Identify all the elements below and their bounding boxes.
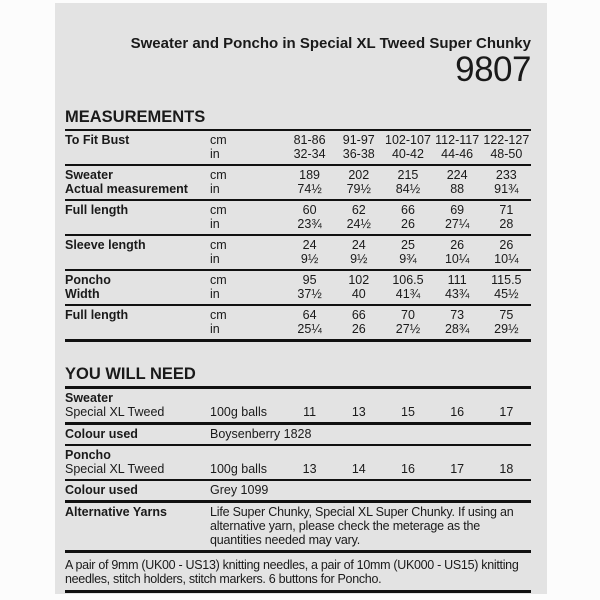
- value-cell: 26: [499, 238, 514, 252]
- value-cell: 106.5: [392, 273, 424, 287]
- table-row-to-fit-bust: [65, 131, 531, 166]
- unit-label: cm: [210, 308, 227, 322]
- needles-notions-note: A pair of 9mm (UK00 - US13) knitting needles, a pair of 10mm (UK000 - US15) knitting needles, stitch holders, stitch markers. 6 buttons for Poncho.: [65, 553, 531, 593]
- value-cell: 91¾: [494, 182, 519, 196]
- garment-label: Sweater: [65, 391, 113, 405]
- row-label: Sweater: [65, 168, 113, 182]
- colour-used-value: Grey 1099: [210, 483, 269, 497]
- table-row-sweater-colour: [65, 425, 531, 446]
- value-cell: 26: [401, 217, 415, 231]
- value-cell: 75: [499, 308, 514, 322]
- table-row-poncho-yarn: [65, 446, 531, 481]
- value-cell: 81-86: [293, 133, 326, 147]
- row-label: Sleeve length: [65, 238, 146, 252]
- value-cell: 28: [499, 217, 514, 231]
- table-row-alternative-yarns: [65, 503, 531, 553]
- value-cell: 25: [401, 238, 415, 252]
- cm-line: [65, 168, 531, 182]
- value-cell: 102-107: [385, 133, 431, 147]
- value-cell: 25¼: [297, 322, 322, 336]
- value-cell: 71: [499, 203, 514, 217]
- value-cell: 26: [450, 238, 465, 252]
- ball-count-cell: 17: [450, 462, 465, 476]
- value-cell: 88: [450, 182, 465, 196]
- value-cell: 115.5: [491, 273, 522, 287]
- value-cell: 215: [397, 168, 419, 182]
- colour-used-label: Colour used: [65, 483, 138, 497]
- unit-label: cm: [210, 238, 227, 252]
- value-cell: 23¾: [297, 217, 322, 231]
- value-cell: 62: [351, 203, 366, 217]
- table-row-sleeve-length: [65, 236, 531, 271]
- in-line: [65, 287, 531, 301]
- value-cell: 111: [447, 273, 467, 287]
- value-cell: 24: [302, 238, 317, 252]
- you-will-need-heading: YOU WILL NEED: [65, 366, 531, 389]
- unit-label: in: [210, 252, 220, 266]
- value-cell: 64: [302, 308, 317, 322]
- value-cell: 91-97: [342, 133, 375, 147]
- value-cell: 69: [450, 203, 465, 217]
- value-cell: 73: [450, 308, 465, 322]
- in-line: [65, 147, 531, 161]
- table-row-poncho-colour: [65, 481, 531, 503]
- ball-unit-label: 100g balls: [210, 405, 267, 419]
- value-cell: 10¼: [494, 252, 519, 266]
- row-label: Full length: [65, 203, 129, 217]
- value-cell: 122-127: [483, 133, 530, 147]
- value-cell: 202: [348, 168, 370, 182]
- value-cell: 9¾: [399, 252, 417, 266]
- row-label: Actual measurement: [65, 182, 188, 196]
- ball-count-cell: 16: [450, 405, 465, 419]
- value-cell: 29½: [494, 322, 519, 336]
- row-label: Full length: [65, 308, 129, 322]
- value-cell: 28¾: [444, 322, 470, 336]
- unit-label: cm: [210, 273, 227, 287]
- value-cell: 43¾: [444, 287, 470, 301]
- value-cell: 48-50: [490, 147, 523, 161]
- measurements-heading: MEASUREMENTS: [65, 109, 531, 131]
- ball-count-cell: 11: [303, 405, 317, 419]
- garment-line: [65, 391, 531, 405]
- garment-line: [65, 448, 531, 462]
- value-cell: 27¼: [444, 217, 470, 231]
- cm-line: [65, 203, 531, 217]
- unit-label: cm: [210, 203, 227, 217]
- row-label: Width: [65, 287, 100, 301]
- pattern-number: 9807: [455, 50, 531, 89]
- value-cell: 189: [299, 168, 321, 182]
- value-cell: 74½: [297, 182, 322, 196]
- alternative-yarns-text: Life Super Chunky, Special XL Super Chunky. If using an alternative yarn, please check the meterage as the quantities needed may vary.: [210, 505, 514, 547]
- ball-count-cell: 15: [401, 405, 415, 419]
- colour-used-label: Colour used: [65, 427, 138, 441]
- cm-line: [65, 238, 531, 252]
- value-cell: 79½: [346, 182, 371, 196]
- page-title: Sweater and Poncho in Special XL Tweed Super Chunky: [130, 35, 531, 52]
- pattern-leaflet-page: [55, 3, 547, 594]
- value-cell: 37½: [297, 287, 322, 301]
- unit-label: in: [210, 322, 220, 336]
- table-row-full-length-poncho: [65, 306, 531, 342]
- in-line: [65, 252, 531, 266]
- ball-count-cell: 16: [401, 462, 415, 476]
- alternative-yarns-label: Alternative Yarns: [65, 505, 167, 519]
- value-cell: 24½: [346, 217, 371, 231]
- page-content: [55, 35, 547, 593]
- in-line: [65, 182, 531, 196]
- value-cell: 224: [446, 168, 468, 182]
- row-label: Poncho: [65, 273, 111, 287]
- table-row-full-length-sweater: [65, 201, 531, 236]
- value-cell: 70: [401, 308, 415, 322]
- value-cell: 9½: [350, 252, 368, 266]
- value-cell: 26: [351, 322, 366, 336]
- row-label: [65, 147, 210, 161]
- value-cell: 41¾: [395, 287, 421, 301]
- ball-count-cell: 13: [351, 405, 366, 419]
- ball-count-cell: 13: [302, 462, 317, 476]
- cm-line: [65, 308, 531, 322]
- yarn-line: [65, 405, 531, 419]
- table-row-sweater-actual: [65, 166, 531, 201]
- value-cell: 40: [351, 287, 366, 301]
- value-cell: 27½: [395, 322, 421, 336]
- value-cell: 36-38: [342, 147, 375, 161]
- value-cell: 66: [351, 308, 366, 322]
- value-cell: 60: [302, 203, 317, 217]
- unit-label: in: [210, 182, 220, 196]
- row-label: [65, 252, 210, 266]
- unit-label: in: [210, 287, 220, 301]
- value-cell: 84½: [395, 182, 421, 196]
- in-line: [65, 217, 531, 231]
- row-label: [65, 322, 210, 336]
- yarn-name: Special XL Tweed: [65, 405, 165, 419]
- value-cell: 233: [495, 168, 517, 182]
- ball-count-cell: 14: [351, 462, 366, 476]
- cm-line: [65, 273, 531, 287]
- value-cell: 10¼: [444, 252, 470, 266]
- value-cell: 95: [302, 273, 317, 287]
- yarn-line: [65, 462, 531, 476]
- ball-count-cell: 17: [499, 405, 514, 419]
- cm-line: [65, 133, 531, 147]
- garment-label: Poncho: [65, 448, 111, 462]
- row-label: To Fit Bust: [65, 133, 130, 147]
- value-cell: 24: [351, 238, 366, 252]
- in-line: [65, 322, 531, 336]
- value-cell: 45½: [494, 287, 519, 301]
- unit-label: cm: [210, 133, 227, 147]
- table-row-poncho-width: [65, 271, 531, 306]
- colour-used-value: Boysenberry 1828: [210, 427, 312, 441]
- yarn-name: Special XL Tweed: [65, 462, 165, 476]
- value-cell: 40-42: [391, 147, 424, 161]
- value-cell: 32-34: [293, 147, 326, 161]
- row-label: [65, 217, 210, 231]
- value-cell: 112-117: [435, 133, 480, 147]
- value-cell: 44-46: [441, 147, 474, 161]
- value-cell: 102: [348, 273, 370, 287]
- value-cell: 9½: [300, 252, 319, 266]
- ball-count-cell: 18: [499, 462, 514, 476]
- value-cell: 66: [401, 203, 415, 217]
- table-row-sweater-yarn: [65, 389, 531, 425]
- measurements-table: [65, 131, 531, 342]
- unit-label: in: [210, 147, 220, 161]
- ball-unit-label: 100g balls: [210, 462, 267, 476]
- unit-label: cm: [210, 168, 227, 182]
- unit-label: in: [210, 217, 220, 231]
- you-will-need-table: [65, 389, 531, 593]
